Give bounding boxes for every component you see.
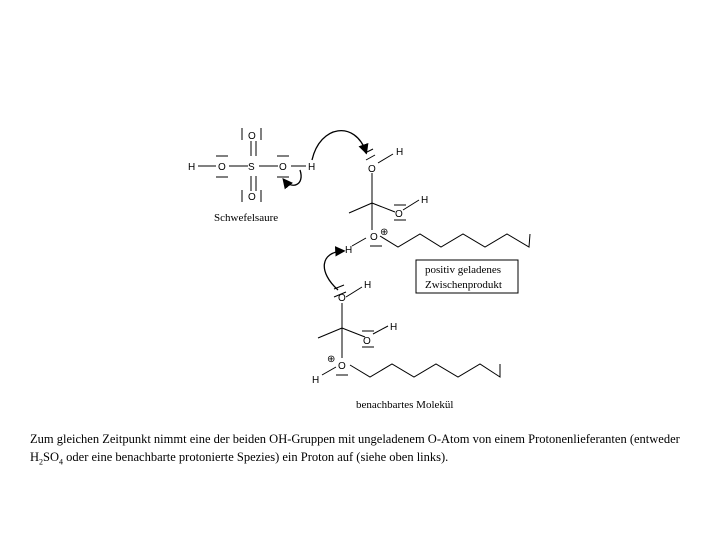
atom-o: O	[279, 162, 287, 173]
curved-arrow-icon	[312, 131, 366, 160]
atom-h: H	[345, 245, 353, 256]
atom-h: H	[308, 162, 316, 173]
atom-h: H	[312, 375, 320, 386]
atom-o: O	[248, 131, 256, 142]
atom-h: H	[396, 147, 404, 158]
intermediate-label-line1: positiv geladenes	[425, 264, 502, 276]
atom-h: H	[421, 195, 429, 206]
atom-h: H	[188, 162, 196, 173]
atom-h: H	[364, 280, 372, 291]
intermediate-label-box	[416, 260, 518, 293]
atom-o: O	[370, 232, 378, 243]
intermediate-label-line2: Zwischenprodukt	[425, 279, 502, 291]
sulfuric-acid-label: Schwefelsaure	[214, 212, 279, 224]
positive-charge-icon: ⊕	[327, 354, 336, 365]
atom-o: O	[368, 164, 376, 175]
atom-o: O	[338, 293, 346, 304]
atom-s: S	[248, 162, 255, 173]
atom-o: O	[248, 192, 256, 203]
positive-charge-icon: ⊕	[380, 227, 389, 238]
atom-o: O	[395, 209, 403, 220]
atom-h: H	[390, 322, 398, 333]
curved-arrow-icon	[324, 251, 343, 290]
atom-o: O	[338, 361, 346, 372]
atom-o: O	[218, 162, 226, 173]
atom-o: O	[363, 336, 371, 347]
neighbor-molecule-label: benachbartes Molekül	[356, 399, 454, 411]
caption-text: Zum gleichen Zeitpunkt nimmt eine der beiden OH-Gruppen mit ungeladenem O-Atom von einem Protonenlieferanten (entweder $H_2SO_4$ oder eine benachbarte protonierte Spezies) ein Proton auf (siehe oben links).	[30, 432, 680, 467]
